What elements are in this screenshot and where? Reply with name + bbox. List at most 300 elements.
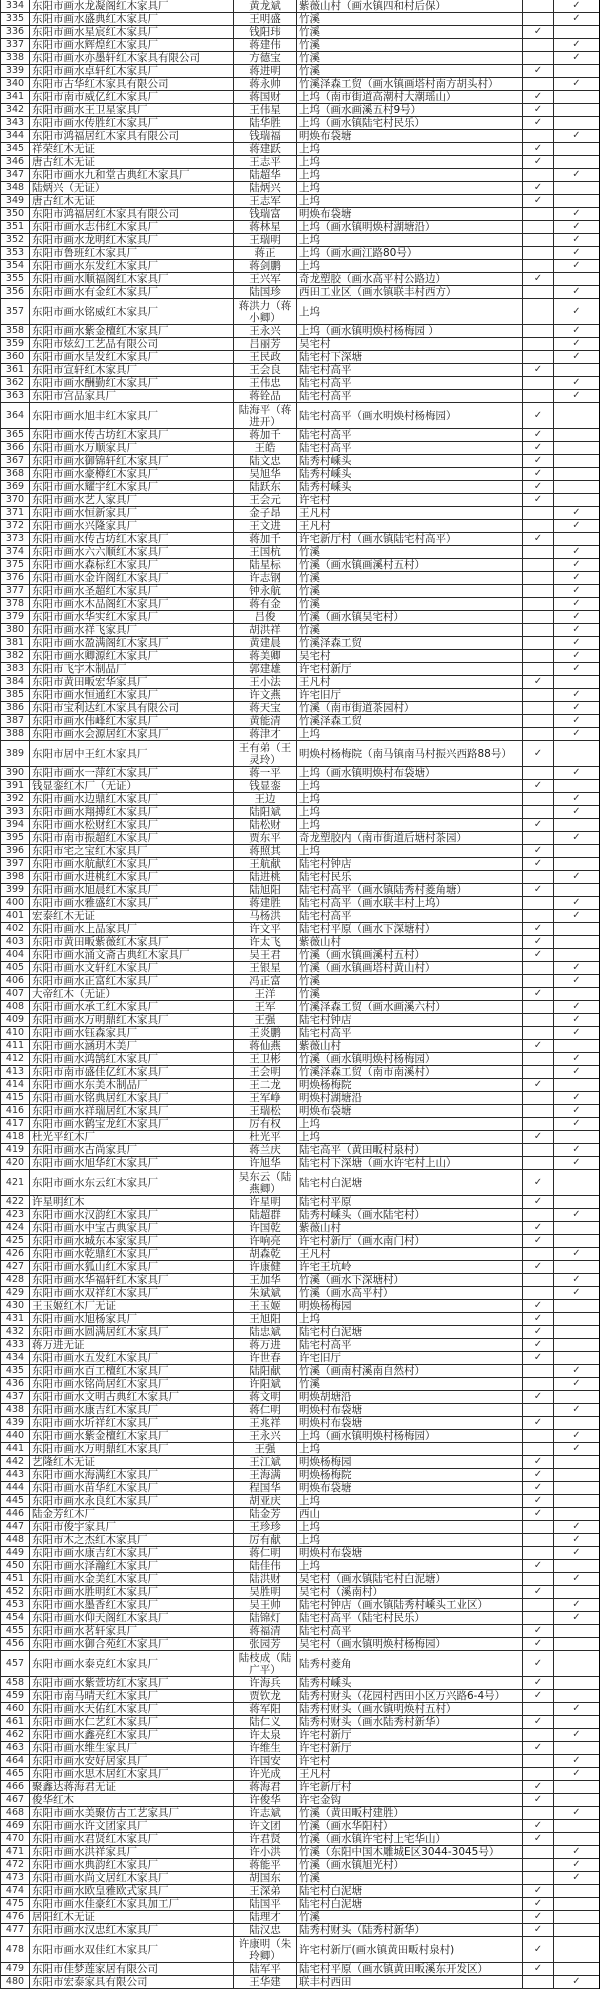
check-col-1	[523, 1287, 554, 1300]
address: 陆宅村平原（画水下深塘村）	[297, 923, 523, 936]
check-col-2	[554, 1521, 600, 1534]
contact-person: 蒋有金	[234, 598, 297, 611]
checkmark-icon: ✓	[572, 585, 581, 596]
address: 竹溪	[297, 624, 523, 637]
check-col-2	[554, 1248, 600, 1261]
table-row	[1, 377, 600, 390]
checkmark-icon: ✓	[533, 1222, 543, 1233]
table-row	[1, 572, 600, 585]
checkmark-icon: ✓	[533, 988, 543, 999]
row-number: 417	[1, 1118, 30, 1131]
address: 陆宅村钟店	[297, 1014, 523, 1027]
company-name: 东阳市画水铭尚居红木家具厂	[30, 1378, 234, 1391]
table-row	[1, 208, 600, 221]
checkmark-icon: ✓	[533, 1456, 543, 1467]
row-number: 421	[1, 1170, 30, 1196]
check-col-1	[523, 741, 554, 767]
table-row	[1, 1911, 600, 1924]
contact-person: 蒋加千	[234, 429, 297, 442]
checkmark-icon: ✓	[533, 845, 543, 856]
check-col-2	[554, 832, 600, 845]
check-col-1	[523, 1690, 554, 1703]
contact-person: 王旭阳	[234, 1313, 297, 1326]
address: 上坞	[297, 1443, 523, 1456]
contact-person: 陆枝成（陆广平）	[234, 1651, 297, 1677]
table-row	[1, 494, 600, 507]
check-col-1	[523, 1768, 554, 1781]
address: 陆宅村民乐	[297, 871, 523, 884]
checkmark-icon: ✓	[572, 169, 581, 180]
checkmark-icon: ✓	[533, 1300, 543, 1311]
address: 竹溪	[297, 52, 523, 65]
address: 竹溪	[297, 39, 523, 52]
row-number: 386	[1, 702, 30, 715]
contact-person: 胡森乾	[234, 1248, 297, 1261]
table-row	[1, 247, 600, 260]
company-name: 东阳市画水双佳红木家具厂	[30, 1937, 234, 1963]
row-number: 475	[1, 1898, 30, 1911]
contact-person: 陆华胜	[234, 117, 297, 130]
company-name: 东阳市画水御合苑红木家具厂	[30, 1638, 234, 1651]
check-col-2	[554, 65, 600, 78]
company-name: 东阳市画水百工檀红木家具厂	[30, 1365, 234, 1378]
check-col-1	[523, 455, 554, 468]
check-col-2	[554, 1300, 600, 1313]
checkmark-icon: ✓	[572, 715, 581, 726]
check-col-2	[554, 26, 600, 39]
contact-person: 杜光平	[234, 1131, 297, 1144]
checkmark-icon: ✓	[533, 533, 543, 544]
check-col-2	[554, 1729, 600, 1742]
checkmark-icon: ✓	[533, 468, 543, 479]
address: 陆宅村高平	[297, 442, 523, 455]
company-name: 东阳市黄田畈紫薇红木家具厂	[30, 936, 234, 949]
address: 许宅村	[297, 494, 523, 507]
checkmark-icon: ✓	[533, 481, 543, 492]
checkmark-icon: ✓	[533, 1625, 543, 1636]
contact-person: 许俊华	[234, 1794, 297, 1807]
company-name: 东阳市画水传古坊红木家具厂	[30, 429, 234, 442]
contact-person: 王军	[234, 1001, 297, 1014]
table-row	[1, 1209, 600, 1222]
address: 上坞	[297, 728, 523, 741]
company-name: 东阳市画水松财红木家具厂	[30, 819, 234, 832]
address: 王凡村	[297, 1248, 523, 1261]
company-name: 东阳市画水呈发红木家具厂	[30, 351, 234, 364]
row-number: 334	[1, 0, 30, 13]
row-number: 338	[1, 52, 30, 65]
contact-person: 王华建	[234, 1976, 297, 1989]
check-col-2	[554, 611, 600, 624]
address: 陆秀村财头（花园村西田小区万兴路6-4号）	[297, 1690, 523, 1703]
table-row	[1, 1339, 600, 1352]
company-name: 东阳市画水美聚仿古工艺家具厂	[30, 1807, 234, 1820]
company-name: 东阳市画水旭华红木家具厂	[30, 1157, 234, 1170]
check-col-1	[523, 364, 554, 377]
row-number: 339	[1, 65, 30, 78]
table-row	[1, 364, 600, 377]
contact-person: 王会元	[234, 494, 297, 507]
check-col-2	[554, 975, 600, 988]
address: 明焕杨梅院	[297, 1079, 523, 1092]
contact-person: 马杨洪	[234, 910, 297, 923]
table-row	[1, 689, 600, 702]
check-col-2	[554, 1170, 600, 1196]
contact-person: 朱斌斌	[234, 1287, 297, 1300]
check-col-2	[554, 962, 600, 975]
address: 联丰村西田	[297, 1976, 523, 1989]
check-col-1	[523, 1066, 554, 1079]
checkmark-icon: ✓	[533, 780, 543, 791]
address: 许宅王坑岭	[297, 1261, 523, 1274]
contact-person: 吕俊	[234, 611, 297, 624]
table-row	[1, 1001, 600, 1014]
contact-person: 陆仁义	[234, 1716, 297, 1729]
checkmark-icon: ✓	[533, 1417, 543, 1428]
contact-person: 厉有权	[234, 1118, 297, 1131]
table-row	[1, 975, 600, 988]
check-col-2	[554, 689, 600, 702]
contact-person: 王强	[234, 1443, 297, 1456]
address: 明焕村湖塘沿	[297, 1092, 523, 1105]
table-row	[1, 1534, 600, 1547]
company-name: 东阳市画水木品阁红木家具厂	[30, 598, 234, 611]
checkmark-icon: ✓	[572, 1118, 581, 1129]
row-number: 461	[1, 1716, 30, 1729]
check-col-2	[554, 884, 600, 897]
check-col-1	[523, 689, 554, 702]
row-number: 441	[1, 1443, 30, 1456]
checkmark-icon: ✓	[533, 1495, 543, 1506]
check-col-2	[554, 351, 600, 364]
address: 竹溪	[297, 1872, 523, 1885]
check-col-2	[554, 559, 600, 572]
contact-person: 陆理才	[234, 1911, 297, 1924]
check-col-2	[554, 585, 600, 598]
checkmark-icon: ✓	[533, 1638, 543, 1649]
address: 上坞	[297, 234, 523, 247]
table-row	[1, 637, 600, 650]
contact-person: 吕丽芳	[234, 338, 297, 351]
contact-person: 许文燕	[234, 689, 297, 702]
company-name: 东阳市画水中宝古典家具厂	[30, 1222, 234, 1235]
check-col-1	[523, 1456, 554, 1469]
check-col-2	[554, 767, 600, 780]
check-col-2	[554, 1066, 600, 1079]
row-number: 410	[1, 1027, 30, 1040]
table-row	[1, 78, 600, 91]
row-number: 411	[1, 1040, 30, 1053]
row-number: 453	[1, 1599, 30, 1612]
check-col-2	[554, 1742, 600, 1755]
checkmark-icon: ✓	[572, 1807, 581, 1818]
row-number: 413	[1, 1066, 30, 1079]
check-col-2	[554, 1794, 600, 1807]
contact-person: 王珍珍	[234, 1521, 297, 1534]
check-col-1	[523, 1677, 554, 1690]
table-row	[1, 286, 600, 299]
check-col-1	[523, 1963, 554, 1976]
company-name: 东阳市南市振超红木家具厂	[30, 832, 234, 845]
contact-person: 王瑞明	[234, 234, 297, 247]
table-row	[1, 1365, 600, 1378]
row-number: 418	[1, 1131, 30, 1144]
company-name: 东阳市画水龙凝阁红木家具厂	[30, 0, 234, 13]
table-row	[1, 520, 600, 533]
check-col-2	[554, 949, 600, 962]
address: 上坞（画水镇明焕村杨梅园）	[297, 1430, 523, 1443]
row-number: 477	[1, 1924, 30, 1937]
checkmark-icon: ✓	[572, 39, 581, 50]
check-col-2	[554, 1508, 600, 1521]
address: 许宅新厅村	[297, 1781, 523, 1794]
check-col-1	[523, 676, 554, 689]
address: 紫薇山村	[297, 936, 523, 949]
address: 上坞	[297, 169, 523, 182]
contact-person: 蒋海君	[234, 1781, 297, 1794]
check-col-1	[523, 1937, 554, 1963]
check-col-2	[554, 468, 600, 481]
check-col-2	[554, 1755, 600, 1768]
contact-person: 许志斌	[234, 1807, 297, 1820]
check-col-2	[554, 1131, 600, 1144]
address: 许宅村新厅	[297, 1742, 523, 1755]
check-col-1	[523, 1378, 554, 1391]
contact-person: 贾东平	[234, 832, 297, 845]
check-col-2	[554, 1976, 600, 1989]
company-name: 东阳市画水尚文居红木家具厂	[30, 1872, 234, 1885]
company-name: 艺隆红木无证	[30, 1456, 234, 1469]
check-col-2	[554, 1274, 600, 1287]
address: 明焕村布袋塘	[297, 1417, 523, 1430]
checkmark-icon: ✓	[533, 1176, 543, 1188]
table-row	[1, 1443, 600, 1456]
company-name: 东阳市画水万明鼎红木家具厂	[30, 1014, 234, 1027]
row-number: 388	[1, 728, 30, 741]
address: 竹溪（画水高平村）	[297, 1287, 523, 1300]
check-col-1	[523, 858, 554, 871]
contact-person: 王伟星	[234, 104, 297, 117]
contact-person: 陆军平	[234, 1963, 297, 1976]
address: 上坞	[297, 1495, 523, 1508]
table-row	[1, 195, 600, 208]
company-name: 东阳市画水万明鼎红木家具厂	[30, 1443, 234, 1456]
row-number: 442	[1, 1456, 30, 1469]
row-number: 465	[1, 1768, 30, 1781]
row-number: 468	[1, 1807, 30, 1820]
address: 竹溪	[297, 975, 523, 988]
company-name: 东阳市画水圣超红木家具厂	[30, 585, 234, 598]
check-col-1	[523, 1222, 554, 1235]
company-name: 东阳市画水铭威红木家具厂	[30, 299, 234, 325]
table-row	[1, 1768, 600, 1781]
row-number: 392	[1, 793, 30, 806]
row-number: 440	[1, 1430, 30, 1443]
contact-person: 蒋铨品	[234, 390, 297, 403]
checkmark-icon: ✓	[572, 390, 581, 401]
contact-person: 吴东云（陆燕卿）	[234, 1170, 297, 1196]
contact-person: 王洋	[234, 988, 297, 1001]
company-name: 东阳市画水汉韵红木家具厂	[30, 1209, 234, 1222]
row-number: 349	[1, 195, 30, 208]
check-col-2	[554, 728, 600, 741]
table-row	[1, 1651, 600, 1677]
row-number: 344	[1, 130, 30, 143]
contact-person: 王小法	[234, 676, 297, 689]
row-number: 460	[1, 1703, 30, 1716]
checkmark-icon: ✓	[533, 455, 543, 466]
check-col-1	[523, 1534, 554, 1547]
company-name: 东阳市画水紫金檀红木家具厂	[30, 325, 234, 338]
contact-person: 许康明（朱玲卿）	[234, 1937, 297, 1963]
checkmark-icon: ✓	[533, 1482, 543, 1493]
row-number: 466	[1, 1781, 30, 1794]
check-col-2	[554, 1378, 600, 1391]
checkmark-icon: ✓	[572, 1703, 581, 1714]
row-number: 378	[1, 598, 30, 611]
row-number: 389	[1, 741, 30, 767]
row-number: 351	[1, 221, 30, 234]
checkmark-icon: ✓	[533, 1911, 543, 1922]
checkmark-icon: ✓	[533, 1898, 543, 1909]
table-row	[1, 1625, 600, 1638]
check-col-1	[523, 1859, 554, 1872]
address: 明焕杨梅院	[297, 1469, 523, 1482]
row-number: 419	[1, 1144, 30, 1157]
checkmark-icon: ✓	[533, 923, 543, 934]
company-name: 东阳市宫品家具厂	[30, 390, 234, 403]
contact-person: 蒋仙燕	[234, 1040, 297, 1053]
address: 竹溪（画水镇画溪村五村）	[297, 949, 523, 962]
contact-person: 许小洪	[234, 1846, 297, 1859]
check-col-1	[523, 286, 554, 299]
company-name: 东阳市画水盛典红木家具厂	[30, 13, 234, 26]
row-number: 395	[1, 832, 30, 845]
contact-person: 王加华	[234, 1274, 297, 1287]
contact-person: 许太泉	[234, 1729, 297, 1742]
company-name: 东阳市南市盛佳亿红木家具厂	[30, 1066, 234, 1079]
check-col-1	[523, 1703, 554, 1716]
table-row	[1, 1014, 600, 1027]
company-name: 东阳市画水有金红木家具厂	[30, 286, 234, 299]
check-col-2	[554, 1053, 600, 1066]
address: 陆宅村高平	[297, 390, 523, 403]
table-row	[1, 1131, 600, 1144]
row-number: 346	[1, 156, 30, 169]
row-number: 398	[1, 871, 30, 884]
row-number: 377	[1, 585, 30, 598]
check-col-1	[523, 923, 554, 936]
contact-person: 蒋照其	[234, 845, 297, 858]
table-row	[1, 1144, 600, 1157]
company-name: 东阳市画水洪祥家具厂	[30, 1846, 234, 1859]
contact-person: 陆文忠	[234, 455, 297, 468]
contact-person: 王明盛	[234, 13, 297, 26]
company-name: 东阳市画水圆满居红木家具厂	[30, 1326, 234, 1339]
address: 许宅村新厅	[297, 663, 523, 676]
address: 吴宅村	[297, 338, 523, 351]
address: 竹溪	[297, 546, 523, 559]
company-name: 东阳市画水鸿鹄红木家具厂	[30, 1053, 234, 1066]
checkmark-icon: ✓	[572, 351, 581, 362]
contact-person: 贾钦龙	[234, 1690, 297, 1703]
check-col-1	[523, 208, 554, 221]
row-number: 472	[1, 1859, 30, 1872]
checkmark-icon: ✓	[533, 26, 543, 37]
row-number: 409	[1, 1014, 30, 1027]
row-number: 369	[1, 481, 30, 494]
row-number: 473	[1, 1872, 30, 1885]
company-name: 聚鑫达蒋海君无证	[30, 1781, 234, 1794]
check-col-1	[523, 507, 554, 520]
checkmark-icon: ✓	[572, 1729, 581, 1740]
address: 上坞（画水画江路80号）	[297, 247, 523, 260]
checkmark-icon: ✓	[533, 1313, 543, 1324]
company-name: 东阳市画水涵玥木美厂	[30, 1040, 234, 1053]
checkmark-icon: ✓	[572, 1872, 581, 1883]
table-row	[1, 1430, 600, 1443]
row-number: 402	[1, 923, 30, 936]
check-col-1	[523, 78, 554, 91]
check-col-2	[554, 1027, 600, 1040]
table-row	[1, 1976, 600, 1989]
address: 陆秀村嵊头	[297, 481, 523, 494]
check-col-2	[554, 546, 600, 559]
table-row	[1, 793, 600, 806]
company-name: 东阳市画水紫金檀红木家具厂	[30, 1430, 234, 1443]
address: 许宅村新厅(画水镇黄田畈村泉村)	[297, 1937, 523, 1963]
checkmark-icon: ✓	[533, 1924, 543, 1935]
table-row	[1, 1521, 600, 1534]
check-col-1	[523, 273, 554, 286]
company-name: 东阳市画水伟峰红木家具厂	[30, 715, 234, 728]
company-name: 东阳市画水城东本家家具厂	[30, 1235, 234, 1248]
check-col-1	[523, 1261, 554, 1274]
check-col-1	[523, 611, 554, 624]
company-name: 东阳市画水传古坊红木家具厂	[30, 533, 234, 546]
check-col-2	[554, 1079, 600, 1092]
check-col-2	[554, 806, 600, 819]
table-row	[1, 585, 600, 598]
check-col-2	[554, 845, 600, 858]
table-row	[1, 1274, 600, 1287]
company-name: 东阳市画水旭丰红木家具厂	[30, 403, 234, 429]
checkmark-icon: ✓	[572, 1144, 581, 1155]
checkmark-icon: ✓	[572, 1534, 581, 1545]
table-row	[1, 1170, 600, 1196]
company-name: 东阳市画水王卫星家具厂	[30, 104, 234, 117]
table-row	[1, 182, 600, 195]
address: 陆宅村高平	[297, 910, 523, 923]
row-number: 457	[1, 1651, 30, 1677]
company-name: 东阳市画水五发红木家具厂	[30, 1352, 234, 1365]
table-row	[1, 767, 600, 780]
check-col-1	[523, 988, 554, 1001]
checkmark-icon: ✓	[572, 520, 581, 531]
table-row	[1, 702, 600, 715]
address: 竹溪（东阳中国木雕城E区3044-3045号）	[297, 1846, 523, 1859]
checkmark-icon: ✓	[572, 338, 581, 349]
contact-person: 王兴军	[234, 273, 297, 286]
row-number: 359	[1, 338, 30, 351]
table-row	[1, 988, 600, 1001]
check-col-2	[554, 1235, 600, 1248]
checkmark-icon: ✓	[533, 1391, 543, 1402]
row-number: 450	[1, 1560, 30, 1573]
contact-person: 张园芳	[234, 1638, 297, 1651]
checkmark-icon: ✓	[533, 1079, 543, 1090]
address: 陆宅村白泥塘	[297, 1898, 523, 1911]
